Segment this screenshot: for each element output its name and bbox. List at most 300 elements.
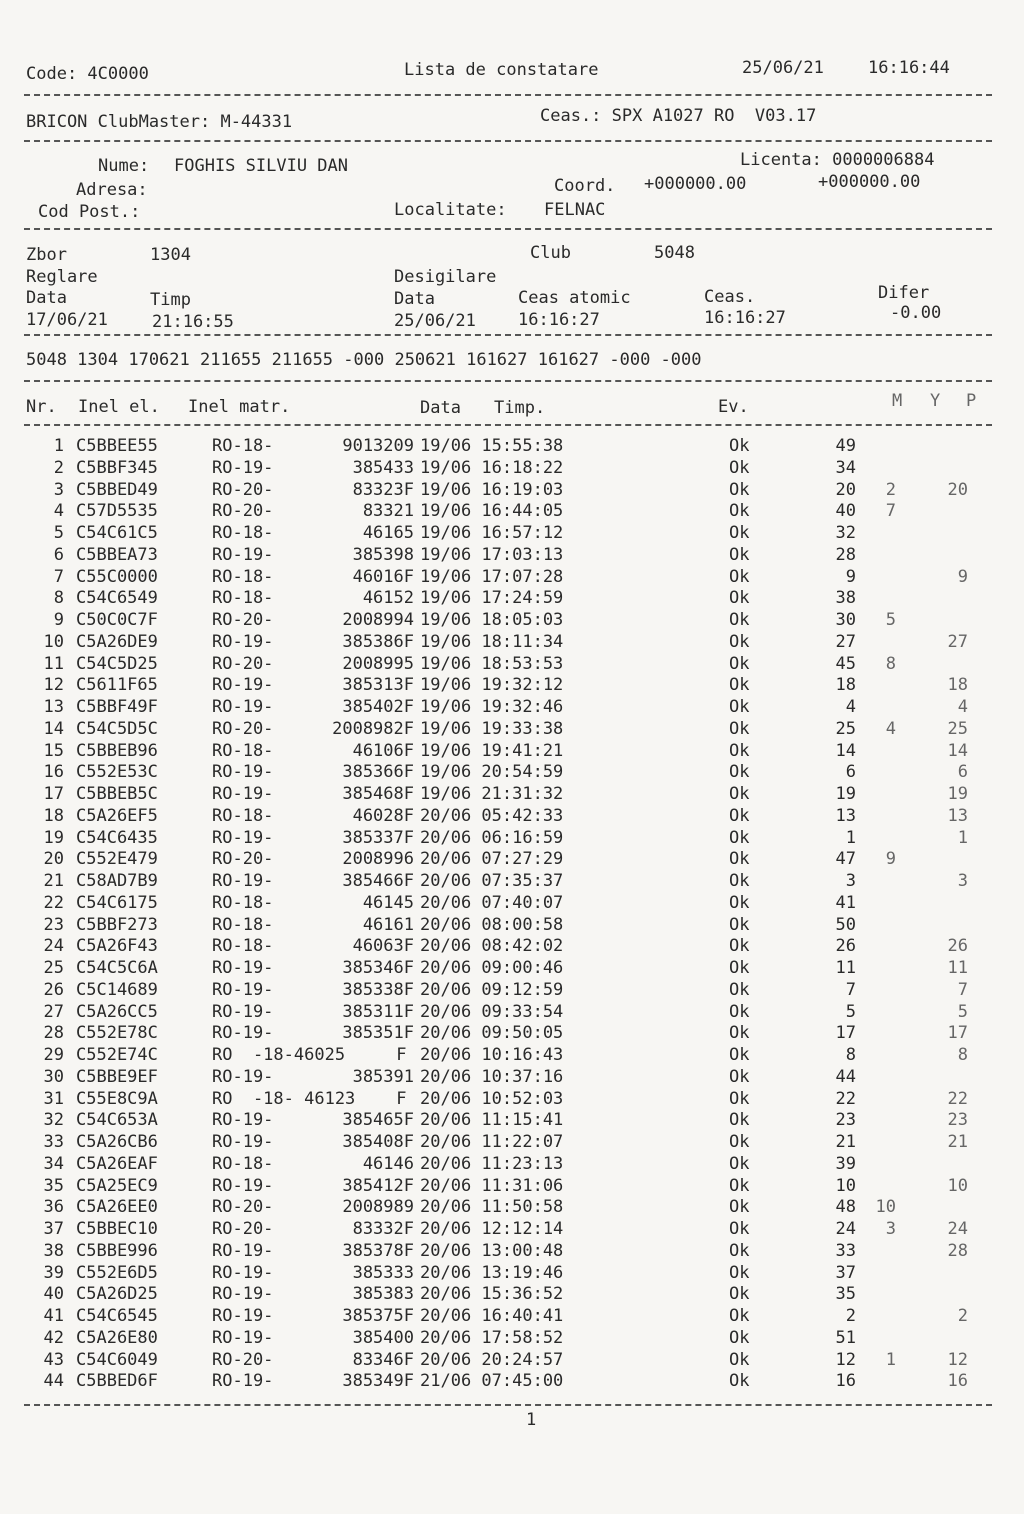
row-number: 2 [53, 457, 64, 478]
row-number: 1 [53, 436, 64, 456]
col-m: M [892, 391, 903, 411]
position: 5 [845, 1001, 856, 1022]
ring-electronic-id: C54C5D25 [76, 653, 158, 674]
event-status: Ok [729, 892, 750, 913]
event-status: Ok [729, 979, 750, 1000]
ring-number: 385383 [352, 1284, 414, 1305]
event-status: Ok [729, 631, 750, 652]
position: 11 [835, 958, 856, 978]
table-row [0, 436, 1024, 458]
row-number: 31 [43, 1088, 64, 1109]
table-row [0, 1328, 1024, 1350]
ring-number: 385337F [342, 827, 414, 848]
ring-number: 46106F [352, 740, 414, 761]
atomic-time: 16:16:27 [518, 310, 600, 330]
code-label: Code: 4C0000 [26, 64, 149, 84]
arrival-datetime: 20/06 11:50:58 [420, 1197, 564, 1218]
table-row [0, 458, 1024, 480]
arrival-datetime: 21/06 07:45:00 [420, 1371, 564, 1392]
mark-m: 7 [885, 501, 896, 522]
ring-prefix: RO-19- [212, 1023, 274, 1044]
event-status: Ok [729, 958, 750, 978]
position: 33 [835, 1240, 856, 1261]
mark-p: 21 [947, 1132, 968, 1152]
mark-p: 11 [947, 958, 968, 978]
ring-number: 2008989 [342, 1197, 414, 1218]
position: 14 [835, 740, 856, 761]
ring-prefix: RO-19- [212, 1066, 274, 1087]
table-row [0, 1023, 1024, 1045]
device-label: BRICON ClubMaster: M-44331 [26, 112, 293, 132]
difer-value: -0.00 [890, 303, 942, 323]
mark-p: 17 [947, 1023, 968, 1044]
table-row [0, 1306, 1024, 1328]
row-number: 17 [43, 784, 64, 804]
ring-electronic-id: C54C61C5 [76, 523, 158, 543]
event-status: Ok [729, 740, 750, 761]
row-number: 6 [53, 544, 64, 565]
arrival-datetime: 20/06 11:23:13 [420, 1153, 564, 1174]
event-status: Ok [729, 1045, 750, 1065]
position: 9 [845, 566, 856, 587]
event-status: Ok [729, 479, 750, 500]
ring-number: 2008995 [342, 653, 414, 674]
position: 4 [845, 697, 856, 717]
arrival-datetime: 20/06 13:00:48 [420, 1240, 564, 1261]
print-date: 25/06/21 [742, 58, 824, 78]
ring-number: 46161 [362, 914, 414, 935]
row-number: 22 [43, 892, 64, 913]
position: 48 [835, 1197, 856, 1218]
row-number: 35 [43, 1175, 64, 1196]
ring-number: 385375F [342, 1306, 414, 1326]
ring-number: 385466F [342, 871, 414, 891]
ring-number: 385333 [352, 1262, 414, 1283]
row-number: 33 [43, 1132, 64, 1152]
mark-p: 14 [947, 740, 968, 761]
ring-number: 385465F [342, 1110, 414, 1131]
mark-p: 5 [957, 1001, 968, 1022]
position: 18 [835, 675, 856, 696]
position: 2 [845, 1306, 856, 1326]
row-number: 10 [43, 631, 64, 652]
ring-prefix: RO-19- [212, 1262, 274, 1283]
ring-electronic-id: C552E78C [76, 1023, 158, 1044]
arrival-datetime: 19/06 16:57:12 [420, 523, 564, 543]
arrival-datetime: 20/06 08:42:02 [420, 936, 564, 957]
ring-number: 83321 [362, 501, 414, 522]
event-status: Ok [729, 914, 750, 935]
ring-number: 83346F [352, 1349, 414, 1370]
ring-prefix: RO-18- [212, 740, 274, 761]
ring-prefix: RO-19- [212, 1110, 274, 1131]
atomic-label: Ceas atomic [518, 288, 631, 308]
table-row [0, 480, 1024, 502]
table-row [0, 567, 1024, 589]
position: 26 [835, 936, 856, 957]
ceas-time: 16:16:27 [704, 308, 786, 328]
ring-electronic-id: C5C14689 [76, 979, 158, 1000]
position: 45 [835, 653, 856, 674]
ring-electronic-id: C5BBEA73 [76, 544, 158, 565]
arrival-datetime: 20/06 09:50:05 [420, 1023, 564, 1044]
ring-electronic-id: C5BBE9EF [76, 1066, 158, 1087]
row-number: 19 [43, 827, 64, 848]
ring-number: 385386F [342, 631, 414, 652]
mark-m: 2 [885, 479, 896, 500]
mark-p: 24 [947, 1219, 968, 1239]
position: 27 [835, 631, 856, 652]
mark-p: 22 [947, 1088, 968, 1109]
divider [24, 140, 992, 142]
col-ev: Ev. [718, 397, 749, 417]
ring-number: 2008982F [332, 718, 414, 739]
event-status: Ok [729, 436, 750, 456]
position: 24 [835, 1219, 856, 1239]
ring-number: 2008994 [342, 610, 414, 630]
arrival-datetime: 19/06 19:33:38 [420, 718, 564, 739]
table-row [0, 1132, 1024, 1154]
event-status: Ok [729, 588, 750, 609]
ring-number: 46165 [362, 523, 414, 543]
table-row [0, 915, 1024, 937]
ring-number: 385378F [342, 1240, 414, 1261]
row-number: 28 [43, 1023, 64, 1044]
ring-number: 83323F [352, 479, 414, 500]
position: 40 [835, 501, 856, 522]
event-status: Ok [729, 849, 750, 870]
arrival-datetime: 20/06 06:16:59 [420, 827, 564, 848]
page-number: 1 [526, 1410, 537, 1430]
table-row [0, 1219, 1024, 1241]
table-row [0, 762, 1024, 784]
ring-prefix: RO -18- 46123 F [212, 1088, 407, 1109]
event-status: Ok [729, 1132, 750, 1152]
club-value: 5048 [654, 243, 695, 263]
ring-electronic-id: C5A26D25 [76, 1284, 158, 1305]
event-status: Ok [729, 1327, 750, 1348]
position: 20 [835, 479, 856, 500]
event-status: Ok [729, 1262, 750, 1283]
col-nr: Nr. [26, 397, 57, 417]
ring-number: 385468F [342, 784, 414, 804]
mark-m: 8 [885, 653, 896, 674]
table-row [0, 501, 1024, 523]
row-number: 30 [43, 1066, 64, 1087]
arrival-datetime: 20/06 08:00:58 [420, 914, 564, 935]
ring-prefix: RO-19- [212, 827, 274, 848]
difer-label: Difer [878, 283, 930, 303]
ring-prefix: RO-19- [212, 1240, 274, 1261]
ring-electronic-id: C5BBED6F [76, 1371, 158, 1392]
arrival-datetime: 20/06 11:15:41 [420, 1110, 564, 1131]
position: 44 [835, 1066, 856, 1087]
event-status: Ok [729, 1306, 750, 1326]
event-status: Ok [729, 1240, 750, 1261]
position: 1 [845, 827, 856, 848]
arrival-datetime: 19/06 19:32:46 [420, 697, 564, 717]
arrival-datetime: 19/06 16:18:22 [420, 457, 564, 478]
event-status: Ok [729, 1197, 750, 1218]
position: 50 [835, 914, 856, 935]
ring-electronic-id: C58AD7B9 [76, 871, 158, 891]
ring-prefix: RO-18- [212, 936, 274, 957]
position: 30 [835, 610, 856, 630]
row-number: 20 [43, 849, 64, 870]
mark-p: 10 [947, 1175, 968, 1196]
ring-prefix: RO-18- [212, 566, 274, 587]
table-row [0, 588, 1024, 610]
ring-prefix: RO-19- [212, 1132, 274, 1152]
table-row [0, 523, 1024, 545]
mark-p: 18 [947, 675, 968, 696]
ring-prefix: RO-18- [212, 436, 274, 456]
des-data-label: Data [394, 289, 435, 309]
table-row [0, 610, 1024, 632]
arrival-datetime: 19/06 16:44:05 [420, 501, 564, 522]
divider [24, 424, 992, 426]
row-number: 23 [43, 914, 64, 935]
position: 28 [835, 544, 856, 565]
arrival-datetime: 19/06 19:41:21 [420, 740, 564, 761]
position: 25 [835, 718, 856, 739]
event-status: Ok [729, 1066, 750, 1087]
postcode-label: Cod Post.: [38, 202, 141, 222]
table-row [0, 697, 1024, 719]
ring-electronic-id: C5BBF49F [76, 697, 158, 717]
ring-electronic-id: C5A26CB6 [76, 1132, 158, 1152]
arrival-datetime: 19/06 17:24:59 [420, 588, 564, 609]
ring-prefix: RO-18- [212, 588, 274, 609]
mark-p: 12 [947, 1349, 968, 1370]
ring-prefix: RO-19- [212, 871, 274, 891]
arrival-datetime: 20/06 09:33:54 [420, 1001, 564, 1022]
table-row [0, 871, 1024, 893]
mark-p: 6 [957, 762, 968, 783]
arrival-datetime: 20/06 10:16:43 [420, 1045, 564, 1065]
ring-electronic-id: C54C5C6A [76, 958, 158, 978]
ring-electronic-id: C5A26EAF [76, 1153, 158, 1174]
position: 47 [835, 849, 856, 870]
mark-p: 3 [957, 871, 968, 891]
arrival-datetime: 19/06 17:03:13 [420, 544, 564, 565]
arrival-datetime: 20/06 09:12:59 [420, 979, 564, 1000]
event-status: Ok [729, 1219, 750, 1239]
col-data: Data [420, 398, 461, 418]
row-number: 38 [43, 1240, 64, 1261]
event-status: Ok [729, 1175, 750, 1196]
ring-electronic-id: C54C6545 [76, 1306, 158, 1326]
ring-electronic-id: C5BBEB96 [76, 740, 158, 761]
table-row [0, 1197, 1024, 1219]
ring-electronic-id: C54C6435 [76, 827, 158, 848]
event-status: Ok [729, 718, 750, 739]
ring-prefix: RO-20- [212, 718, 274, 739]
position: 8 [845, 1045, 856, 1065]
ring-electronic-id: C5A26E80 [76, 1327, 158, 1348]
ring-prefix: RO-19- [212, 544, 274, 565]
arrival-datetime: 19/06 21:31:32 [420, 784, 564, 804]
table-row [0, 675, 1024, 697]
license: Licenta: 0000006884 [740, 150, 935, 170]
event-status: Ok [729, 805, 750, 826]
arrival-datetime: 20/06 11:31:06 [420, 1175, 564, 1196]
ceas-label: Ceas. [704, 287, 756, 307]
ring-electronic-id: C54C6549 [76, 588, 158, 609]
ring-electronic-id: C5A26EF5 [76, 805, 158, 826]
club-label: Club [530, 243, 571, 263]
ring-electronic-id: C50C0C7F [76, 610, 158, 630]
owner-name: FOGHIS SILVIU DAN [174, 156, 348, 176]
position: 22 [835, 1088, 856, 1109]
row-number: 40 [43, 1284, 64, 1305]
table-row [0, 545, 1024, 567]
col-y: Y [930, 391, 941, 411]
ring-number: 9013209 [342, 436, 414, 456]
arrival-datetime: 20/06 07:35:37 [420, 871, 564, 891]
row-number: 3 [53, 479, 64, 500]
mark-m: 3 [885, 1219, 896, 1239]
document-title: Lista de constatare [404, 60, 599, 80]
ring-electronic-id: C5BBF273 [76, 914, 158, 935]
ring-electronic-id: C5611F65 [76, 675, 158, 696]
event-status: Ok [729, 1349, 750, 1370]
table-row [0, 1241, 1024, 1263]
coord-x: +000000.00 [644, 174, 747, 194]
row-number: 13 [43, 697, 64, 717]
event-status: Ok [729, 523, 750, 543]
ring-number: 385351F [342, 1023, 414, 1044]
mark-m: 1 [885, 1349, 896, 1370]
table-row [0, 1263, 1024, 1285]
event-status: Ok [729, 1153, 750, 1174]
event-status: Ok [729, 457, 750, 478]
row-number: 11 [43, 653, 64, 674]
ring-electronic-id: C54C6175 [76, 892, 158, 913]
position: 12 [835, 1349, 856, 1370]
arrival-datetime: 20/06 15:36:52 [420, 1284, 564, 1305]
event-status: Ok [729, 1023, 750, 1044]
row-number: 4 [53, 501, 64, 522]
ring-prefix: RO-19- [212, 979, 274, 1000]
zbor-label: Zbor [26, 245, 67, 265]
event-status: Ok [729, 936, 750, 957]
event-status: Ok [729, 784, 750, 804]
reg-data-label: Data [26, 288, 67, 308]
position: 16 [835, 1371, 856, 1392]
divider [24, 334, 992, 336]
des-date: 25/06/21 [394, 311, 476, 331]
ring-number: 385412F [342, 1175, 414, 1196]
row-number: 26 [43, 979, 64, 1000]
position: 21 [835, 1132, 856, 1152]
arrival-datetime: 20/06 05:42:33 [420, 805, 564, 826]
row-number: 24 [43, 936, 64, 957]
position: 41 [835, 892, 856, 913]
reg-time: 21:16:55 [152, 312, 234, 332]
mark-p: 23 [947, 1110, 968, 1131]
event-status: Ok [729, 675, 750, 696]
reg-date: 17/06/21 [26, 310, 108, 330]
table-row [0, 1371, 1024, 1393]
position: 32 [835, 523, 856, 543]
locality: FELNAC [544, 200, 606, 220]
ring-prefix: RO-19- [212, 1284, 274, 1305]
ring-number: 385391 [352, 1066, 414, 1087]
mark-p: 7 [957, 979, 968, 1000]
arrival-datetime: 19/06 18:05:03 [420, 610, 564, 630]
mark-p: 19 [947, 784, 968, 804]
ring-electronic-id: C5A26CC5 [76, 1001, 158, 1022]
mark-p: 1 [957, 827, 968, 848]
zbor-value: 1304 [150, 245, 191, 265]
name-label: Nume: [98, 156, 150, 176]
event-status: Ok [729, 1284, 750, 1305]
mark-p: 28 [947, 1240, 968, 1261]
reg-timp-label: Timp [150, 290, 191, 310]
row-number: 44 [43, 1371, 64, 1392]
row-number: 25 [43, 958, 64, 978]
row-number: 39 [43, 1262, 64, 1283]
ring-prefix: RO-19- [212, 457, 274, 478]
ring-electronic-id: C5A25EC9 [76, 1175, 158, 1196]
arrival-datetime: 20/06 07:40:07 [420, 892, 564, 913]
mark-p: 9 [957, 566, 968, 587]
position: 13 [835, 805, 856, 826]
mark-p: 13 [947, 805, 968, 826]
ring-electronic-id: C54C5D5C [76, 718, 158, 739]
ring-prefix: RO-19- [212, 784, 274, 804]
reglare-label: Reglare [26, 267, 98, 287]
mark-p: 2 [957, 1306, 968, 1326]
row-number: 32 [43, 1110, 64, 1131]
ring-prefix: RO-19- [212, 762, 274, 783]
row-number: 7 [53, 566, 64, 587]
table-row [0, 1284, 1024, 1306]
position: 19 [835, 784, 856, 804]
mark-m: 5 [885, 610, 896, 630]
ring-number: 385398 [352, 544, 414, 565]
arrival-datetime: 20/06 20:24:57 [420, 1349, 564, 1370]
ring-electronic-id: C5BBE996 [76, 1240, 158, 1261]
col-timp: Timp. [494, 398, 546, 418]
position: 49 [835, 436, 856, 456]
position: 17 [835, 1023, 856, 1044]
ring-prefix: RO-18- [212, 892, 274, 913]
arrival-datetime: 19/06 20:54:59 [420, 762, 564, 783]
ring-electronic-id: C552E6D5 [76, 1262, 158, 1283]
ring-prefix: RO-19- [212, 1175, 274, 1196]
arrival-datetime: 19/06 17:07:28 [420, 566, 564, 587]
ring-number: 385402F [342, 697, 414, 717]
ring-electronic-id: C54C653A [76, 1110, 158, 1131]
row-number: 36 [43, 1197, 64, 1218]
coord-label: Coord. [554, 176, 616, 196]
ring-electronic-id: C55E8C9A [76, 1088, 158, 1109]
ring-electronic-id: C5BBED49 [76, 479, 158, 500]
ring-electronic-id: C552E53C [76, 762, 158, 783]
ring-prefix: RO-20- [212, 1219, 274, 1239]
col-p: P [966, 391, 977, 411]
ring-number: 46063F [352, 936, 414, 957]
table-row [0, 1045, 1024, 1067]
ring-number: 385408F [342, 1132, 414, 1152]
row-number: 12 [43, 675, 64, 696]
table-row [0, 828, 1024, 850]
arrival-datetime: 19/06 16:19:03 [420, 479, 564, 500]
ring-prefix: RO-18- [212, 914, 274, 935]
ring-prefix: RO-19- [212, 697, 274, 717]
